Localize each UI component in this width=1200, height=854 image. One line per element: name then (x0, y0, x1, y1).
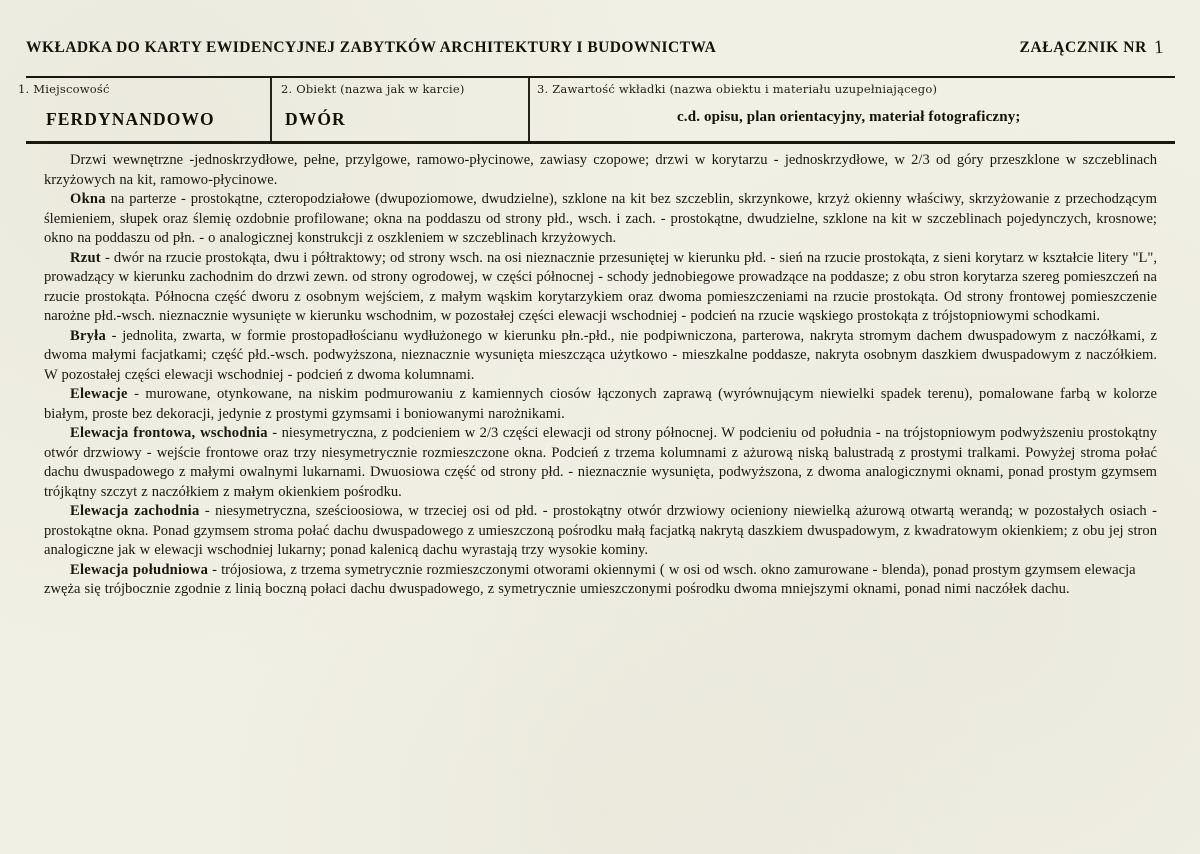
field-locality (18, 82, 215, 130)
paragraph-text: - niesymetryczna, sześcioosiowa, w trzeciej osi od płd. - prostokątny otwór drzwiowy ocieniony niewielką ażurową otwartą werandą; w pozostałych osiach - prostokątne okna. Ponad gzymsem stroma połać dachu dwuspadowego z umieszczoną pośrodku małą facjatką nakrytą daszkiem dwuspadowym, z kwadratowym okienkiem; z obu jej stron analogiczne jak w elewacji wschodniej lukarny; ponad kalenicą dachu wyrastają trzy wysokie kominy. (44, 503, 1157, 558)
table-rule-top (26, 76, 1175, 78)
document-header (26, 36, 1174, 64)
paragraph-lead-term: Elewacja zachodnia (70, 503, 200, 519)
annex-number-handwritten: 1 (1153, 36, 1165, 59)
body-paragraph (44, 561, 1157, 600)
field-locality-label: 1. Miejscowość (18, 82, 110, 96)
body-paragraph (44, 151, 1157, 190)
field-contents-label: 3. Zawartość wkładki (nazwa obiektu i materiału uzupełniającego) (537, 82, 938, 96)
annex-designation (1020, 36, 1174, 58)
field-contents-value: c.d. opisu, plan orientacyjny, materiał fotograficzny; (677, 109, 1021, 125)
document-body (44, 151, 1157, 600)
paragraph-text: - trójosiowa, z trzema symetrycznie rozmieszczonymi otworami okiennymi ( w osi od wsch. okno zamurowane - blenda), ponad prostym gzymsem elewacja zwęża się trójbocznie zgodnie z linią boczną połaci dachu dwuspadowego, z symetrycznie umieszczonymi pośrodku dwoma mniejszymi oknami, ponad nimi naczółek dachu. (44, 561, 1136, 597)
body-paragraph (44, 385, 1157, 424)
annex-label: ZAŁĄCZNIK NR (1019, 39, 1147, 56)
body-paragraph (44, 190, 1157, 249)
body-paragraph (44, 502, 1157, 561)
paragraph-lead-term: Elewacja frontowa, wschodnia (70, 425, 268, 441)
paragraph-text: na parterze - prostokątne, czteropodziałowe (dwupoziomowe, dwudzielne), szklone na kit bez szczeblin, skrzynkowe, krzyż okienny właściwy, skrzyżowanie z przechodzącym ślemieniem, słupek oraz ślemię ozdobnie profilowane; okna na poddaszu od strony płd., wsch. i zach. - prostokątne, dwudzielne, szklone na kit w szczeblinach pojedynczych, krosnowe; okno na poddaszu od płn. - o analogicznej konstrukcji z oszkleniem w szczeblinach krzyżowych. (44, 191, 1157, 246)
field-object (281, 82, 465, 130)
paragraph-text: - jednolita, zwarta, w formie prostopadłościanu wydłużonego w kierunku płn.-płd., nie podpiwniczona, parterowa, nakryta stromym dachem dwuspadowym z naczółkami, z dwoma małymi facjatkami; część płd.-wsch. podwyższona, nieznacznie wysunięta mieszcząca użytkowo - mieszkalne poddasze, nakryta osobnym daszkiem dwuspadowym z naczółkiem. W pozostałej części elewacji wschodniej - podcień z dwoma kolumnami. (44, 327, 1157, 383)
body-paragraph (44, 327, 1157, 386)
paragraph-lead-term: Bryła (70, 327, 106, 344)
paragraph-text: - murowane, otynkowane, na niskim podmurowaniu z kamiennych ciosów łączonych zaprawą (wyrównującym niewielki spadek terenu), pomalowane farbą w kolorze białym, proste bez dekoracji, jedynie z prostymi gzymsami i boniowanymi narożnikami. (44, 386, 1157, 422)
field-contents (537, 82, 1170, 126)
paragraph-text: Drzwi wewnętrzne -jednoskrzydłowe, pełne, przylgowe, ramowo-płycinowe, zawiasy czopowe; drzwi w korytarzu - jednoskrzydłowe, w 2/3 od góry przeszklone w szczeblinach krzyżowych na kit, ramowo-płycinowe. (44, 152, 1157, 188)
paragraph-lead-term: Elewacja południowa (70, 561, 209, 578)
table-divider-2 (528, 78, 530, 141)
paragraph-lead-term: Okna (70, 191, 106, 207)
field-object-value: DWÓR (285, 109, 346, 129)
body-paragraph (44, 249, 1157, 327)
paragraph-text: - niesymetryczna, z podcieniem w 2/3 części elewacji od strony północnej. W podcieniu od południa - na trójstopniowym podwyższeniu prostokątny otwór drzwiowy - wejście frontowe oraz trzy niesymetrycznie rozmieszczone okna. Podcień z trzema kolumnami z ażurową niską balustradą z prostymi tralkami. Powyżej stroma połać dachu dwuspadowego z małymi owalnymi lukarnami. Dwuosiowa część od strony płd. - nieznacznie wysunięta, podwyższona, z dwoma analogicznymi oknami, ponad prostym gzymsem trójkątny szczyt z naczółkiem z małym okienkiem pośrodku. (44, 425, 1157, 500)
table-rule-bottom (26, 141, 1175, 144)
field-locality-value: FERDYNANDOWO (46, 109, 215, 129)
paragraph-lead-term: Elewacje (70, 386, 128, 402)
page-title: WKŁADKA DO KARTY EWIDENCYJNEJ ZABYTKÓW ARCHITEKTURY I BUDOWNICTWA (26, 39, 717, 56)
body-paragraph (44, 424, 1157, 502)
paragraph-text: - dwór na rzucie prostokąta, dwu i półtraktowy; od strony wsch. na osi nieznacznie przesuniętej w kierunku płd. - sień na rzucie prostokąta, z sieni korytarz w kształcie litery "L", prowadzący w kierunku zachodnim do drzwi zewn. od strony ogrodowej, w części północnej - schody jednobiegowe prowadzące na poddasze; z obu stron korytarza szereg pomieszczeń na rzucie prostokąta. Północna część dworu z osobnym wejściem, z małym wąskim korytarzykiem oraz dwoma pomieszczeniami na rzucie prostokąta. Od strony frontowej pomieszczenie narożne płd.-wsch. nieznacznie wysunięte w kierunku wschodnim, w pozostałej części elewacji wschodniej - podcień na rzucie wąskiego prostokąta z trójstopniowymi schodkami. (44, 249, 1157, 324)
field-object-label: 2. Obiekt (nazwa jak w karcie) (281, 82, 465, 96)
paragraph-lead-term: Rzut (70, 249, 101, 266)
table-divider-1 (270, 78, 272, 141)
